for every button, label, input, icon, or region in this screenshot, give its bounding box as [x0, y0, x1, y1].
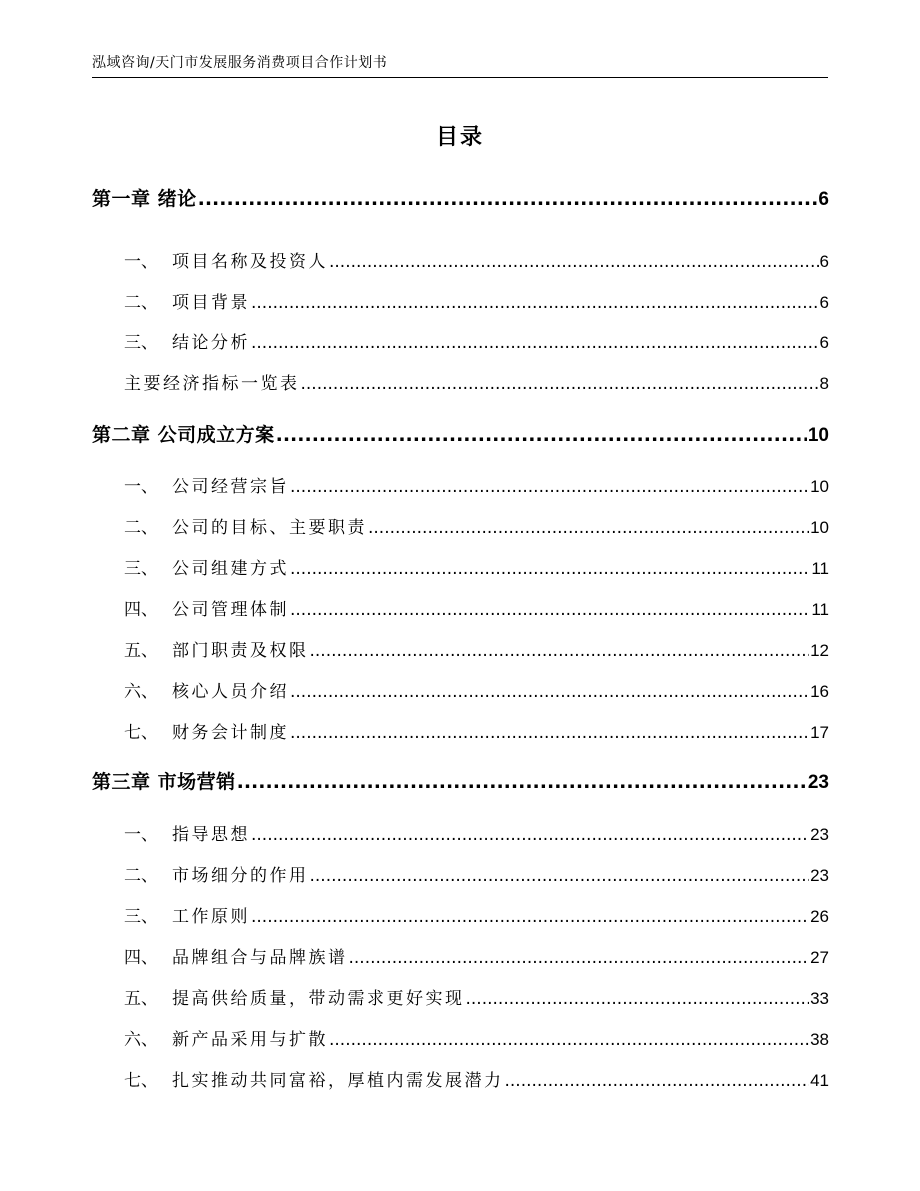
entry-number: 二、 — [124, 293, 158, 313]
entry-number: 六、 — [124, 682, 158, 702]
entry-number: 四、 — [124, 600, 158, 620]
entry-number: 三、 — [124, 907, 158, 927]
toc-entry[interactable] — [124, 369, 829, 394]
chapter-title: 第一章 绪论 — [92, 188, 197, 210]
entry-label — [124, 902, 250, 927]
entry-title: 项目背景 — [172, 293, 250, 313]
entry-label — [124, 369, 300, 394]
dot-leader — [276, 424, 807, 446]
entry-number: 二、 — [124, 866, 158, 886]
entry-page-number: 6 — [819, 293, 829, 312]
toc-chapter-2[interactable] — [92, 420, 829, 447]
entry-label — [124, 820, 250, 845]
dot-leader — [198, 188, 818, 210]
toc-entry[interactable] — [124, 984, 829, 1009]
toc-chapter-3[interactable] — [92, 767, 829, 794]
toc-entry[interactable] — [124, 472, 829, 497]
dot-leader — [290, 682, 809, 702]
toc-entry[interactable] — [124, 554, 829, 579]
entry-page-number: 6 — [819, 252, 829, 271]
entry-number: 一、 — [124, 252, 158, 272]
toc-chapter-1[interactable] — [92, 184, 829, 211]
entry-title: 公司的目标、主要职责 — [172, 518, 367, 538]
dot-leader — [251, 907, 809, 927]
toc-entry[interactable] — [124, 1066, 829, 1091]
entry-number: 三、 — [124, 333, 158, 353]
chapter-page-number: 6 — [818, 189, 829, 210]
dot-leader — [310, 641, 810, 661]
entry-page-number: 11 — [811, 600, 829, 619]
entry-title: 部门职责及权限 — [172, 641, 309, 661]
entry-page-number: 41 — [810, 1071, 829, 1090]
entry-page-number: 16 — [810, 682, 829, 701]
dot-leader — [290, 559, 810, 579]
entry-label — [124, 288, 250, 313]
toc-entry[interactable] — [124, 288, 829, 313]
entry-title: 品牌组合与品牌族谱 — [172, 948, 348, 968]
entry-page-number: 10 — [810, 518, 829, 537]
dot-leader — [505, 1071, 810, 1091]
entry-page-number: 6 — [819, 333, 829, 352]
entry-number: 一、 — [124, 477, 158, 497]
entry-title: 扎实推动共同富裕，厚植内需发展潜力 — [172, 1071, 504, 1091]
entry-number: 一、 — [124, 825, 158, 845]
chapter-title: 第二章 公司成立方案 — [92, 424, 275, 446]
toc-entry[interactable] — [124, 636, 829, 661]
entry-label — [124, 1066, 504, 1091]
dot-leader — [290, 723, 809, 743]
entry-label — [124, 943, 348, 968]
entry-page-number: 33 — [810, 989, 829, 1008]
entry-title: 财务会计制度 — [172, 723, 289, 743]
dot-leader — [329, 1030, 809, 1050]
entry-number: 七、 — [124, 1071, 158, 1091]
dot-leader — [251, 825, 809, 845]
entry-page-number: 10 — [810, 477, 829, 496]
entry-title: 新产品采用与扩散 — [172, 1030, 328, 1050]
dot-leader — [251, 333, 819, 353]
entry-page-number: 12 — [810, 641, 829, 660]
toc-entry[interactable] — [124, 943, 829, 968]
entry-title: 指导思想 — [172, 825, 250, 845]
entry-label — [124, 677, 289, 702]
toc-entry[interactable] — [124, 595, 829, 620]
toc-entry[interactable] — [124, 820, 829, 845]
entry-page-number: 26 — [810, 907, 829, 926]
entry-page-number: 38 — [810, 1030, 829, 1049]
chapter-page-number: 23 — [807, 772, 829, 793]
entry-number: 三、 — [124, 559, 158, 579]
entry-label — [124, 328, 250, 353]
header-rule — [92, 77, 828, 78]
dot-leader — [290, 600, 810, 620]
entry-title: 结论分析 — [172, 333, 250, 353]
entry-page-number: 17 — [810, 723, 829, 742]
entry-number: 六、 — [124, 1030, 158, 1050]
dot-leader — [301, 374, 819, 394]
entry-label — [124, 718, 289, 743]
entry-page-number: 27 — [810, 948, 829, 967]
chapter-page-number: 10 — [807, 425, 829, 446]
chapter-title: 第三章 市场营销 — [92, 771, 236, 793]
entry-label — [124, 595, 289, 620]
toc-entry[interactable] — [124, 247, 829, 272]
entry-title: 核心人员介绍 — [172, 682, 289, 702]
dot-leader — [290, 477, 809, 497]
toc-entry[interactable] — [124, 902, 829, 927]
dot-leader — [251, 293, 819, 313]
entry-number: 五、 — [124, 989, 158, 1009]
entry-page-number: 8 — [819, 374, 829, 393]
toc-entry[interactable] — [124, 513, 829, 538]
entry-label — [124, 984, 465, 1009]
entry-title: 主要经济指标一览表 — [124, 374, 300, 394]
toc-entry[interactable] — [124, 677, 829, 702]
entry-page-number: 11 — [811, 559, 829, 578]
dot-leader — [310, 866, 810, 886]
entry-title: 市场细分的作用 — [172, 866, 309, 886]
entry-label — [124, 636, 309, 661]
entry-page-number: 23 — [810, 866, 829, 885]
entry-label — [124, 513, 367, 538]
toc-entry[interactable] — [124, 861, 829, 886]
entry-number: 二、 — [124, 518, 158, 538]
dot-leader — [329, 252, 819, 272]
dot-leader — [237, 771, 807, 793]
entry-number: 七、 — [124, 723, 158, 743]
dot-leader — [368, 518, 809, 538]
toc-title: 目录 — [435, 125, 484, 150]
running-header: 泓域咨询/天门市发展服务消费项目合作计划书 — [92, 55, 388, 71]
toc-entry[interactable] — [124, 328, 829, 353]
dot-leader — [466, 989, 810, 1009]
toc-entry[interactable] — [124, 1025, 829, 1050]
entry-label — [124, 861, 309, 886]
toc-entry[interactable] — [124, 718, 829, 743]
entry-title: 工作原则 — [172, 907, 250, 927]
entry-number: 五、 — [124, 641, 158, 661]
dot-leader — [349, 948, 810, 968]
entry-title: 公司组建方式 — [172, 559, 289, 579]
entry-label — [124, 472, 289, 497]
entry-label — [124, 554, 289, 579]
entry-title: 提高供给质量，带动需求更好实现 — [172, 989, 465, 1009]
entry-title: 项目名称及投资人 — [172, 252, 328, 272]
entry-number: 四、 — [124, 948, 158, 968]
entry-label — [124, 1025, 328, 1050]
entry-title: 公司经营宗旨 — [172, 477, 289, 497]
entry-page-number: 23 — [810, 825, 829, 844]
entry-title: 公司管理体制 — [172, 600, 289, 620]
entry-label — [124, 247, 328, 272]
